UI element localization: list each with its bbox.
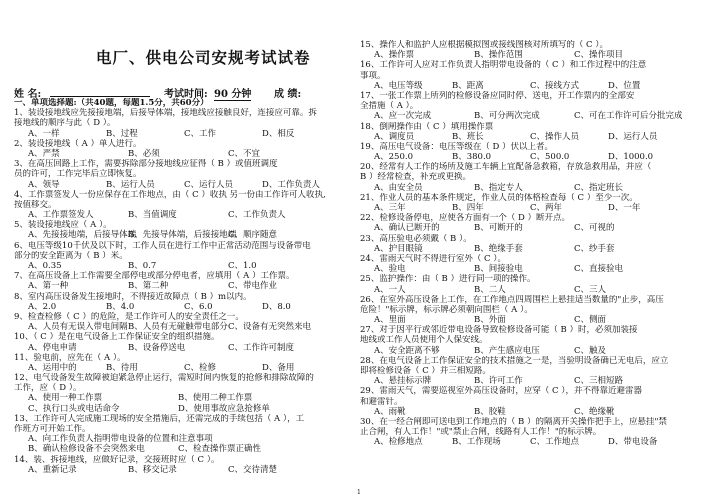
- option: B、设备停送电: [128, 342, 186, 353]
- option: A、2.0: [28, 301, 57, 312]
- option: A、领导: [28, 179, 60, 190]
- option: B、确认检修设备不会突然来电: [28, 444, 145, 455]
- question-text: 19、高压电气设备：电压等级在（ D ）伏以上者。: [360, 141, 554, 152]
- option: C、直接验电: [574, 264, 624, 275]
- option: B、380.0: [452, 152, 492, 163]
- question-text: 5、装设接地线应（ A ）。: [14, 220, 112, 231]
- question-text: 29、雷雨天气，需要巡视室外高压设备时，应穿（ C ），并不得靠近避雷器: [360, 386, 642, 397]
- answer-options: [14, 230, 359, 240]
- answer-options: [14, 322, 359, 332]
- answer-options: [360, 132, 703, 142]
- answer-options: [14, 180, 359, 190]
- option: C、可视的: [574, 223, 615, 234]
- answer-options: [360, 183, 703, 193]
- option: B、必须: [128, 148, 160, 159]
- question-text: 3、在高压回路上工作，需要拆除部分接地线应征得（ B ）或值班调度: [14, 159, 278, 170]
- option: B、操作范围: [474, 50, 523, 61]
- option: C、两年: [530, 203, 563, 213]
- answer-options: [14, 393, 359, 403]
- option: B、产生感应电压: [474, 345, 540, 356]
- option: C、三人: [574, 284, 607, 295]
- option: B、过程: [106, 128, 138, 139]
- option: B、外面: [474, 315, 506, 326]
- option: A、里面: [374, 315, 406, 326]
- option: A、人员有无误入带电间隔: [28, 322, 128, 333]
- question-text: 7、在高压设备上工作需要全部停电或部分停电者，应填用（ A ）工作票。: [14, 271, 295, 282]
- question-text: 地线或工作人员使用个人保安线。: [360, 335, 488, 346]
- option: A、一样: [28, 128, 60, 139]
- question-text: 6、电压等级10千伏及以下时，工作人员在进行工作中正常活动范围与设备带电: [14, 240, 311, 251]
- question-text: 17、一张工作票上所列的检修设备应同时停、送电，开工作票内的全部安: [360, 90, 635, 101]
- page-number: 1: [357, 489, 361, 496]
- question-text: 24、雷雨天气时不得进行室外（ C ）。: [360, 253, 506, 264]
- answer-options: [360, 152, 703, 162]
- answer-options: [360, 264, 703, 274]
- question-text: 员的许可，工作完毕后立即恢复。: [14, 169, 142, 180]
- answer-options: [14, 404, 359, 414]
- option: B、间接验电: [474, 264, 523, 275]
- question-text: 止合闸，有人工作！"或"禁止合闸，线路有人工作！"的标示牌。: [360, 427, 602, 438]
- option: C、工作: [184, 128, 217, 139]
- question-text: 14、装、拆接地线，应做好记录，交接班时应（ C ）。: [14, 454, 220, 465]
- question-text: 8、室内高压设备发生接地时，不得接近故障点（ B ）m以内。: [14, 291, 252, 302]
- option: B、绝缘手套: [474, 243, 523, 254]
- question-text: 2、装设接地线（ A ）单人进行。: [14, 138, 142, 149]
- option: A、验电: [374, 264, 406, 275]
- question-text: 13、工作许可人完成施工现场的安全措施后，还需完成的手续包括（ A ），工: [14, 413, 305, 424]
- option: C、500.0: [530, 152, 570, 163]
- option: A、重新记录: [28, 464, 77, 475]
- option: B、运行人员: [106, 179, 155, 190]
- question-text: B ）经常检查，补充或更换。: [360, 172, 471, 183]
- question-text: 26、在室外高压设备上工作，在工作地点四周围栏上悬挂适当数量的"止步，高压: [360, 294, 664, 305]
- time-label: 考试时间:: [164, 89, 208, 100]
- option: D、位置: [608, 80, 641, 91]
- option: B、许可工作: [474, 376, 523, 387]
- question-text: 22、检修设备停电，应使各方面有一个（ D ）断开点。: [360, 213, 571, 224]
- answer-options: [14, 434, 359, 444]
- option: D、工作负责人: [262, 179, 320, 190]
- option: D、使用事故应急抢修单: [178, 403, 270, 414]
- question-text: 9、检查检修（ C ）的危险，是工作许可人的安全责任之一。: [14, 311, 244, 322]
- answer-options: [14, 281, 359, 291]
- option: A、向工作负责人指明带电设备的位置和注意事项: [28, 434, 213, 445]
- question-text: 事项。: [360, 70, 386, 81]
- option: C、工作负责人: [228, 210, 286, 221]
- question-text: 作班方可开始工作。: [14, 424, 91, 434]
- option: B、4.0: [106, 301, 135, 312]
- option: C、侧面: [574, 315, 607, 326]
- option: A、护目眼镜: [374, 243, 423, 254]
- time-value: 90 分钟: [214, 85, 251, 101]
- answer-options: [360, 437, 703, 447]
- option: D、1000.0: [608, 152, 654, 163]
- option: B、当值调度: [128, 210, 177, 221]
- answer-options: [360, 111, 703, 121]
- answer-options: [14, 363, 359, 373]
- option: D、备用: [262, 362, 295, 373]
- option: C、运行人员: [184, 179, 234, 190]
- option: A、操作票: [374, 50, 415, 61]
- option: C、接线方式: [530, 80, 580, 91]
- option: C、可在工作许可后分批完成: [574, 111, 683, 122]
- answer-options: [360, 223, 703, 233]
- option: C、顺序随意: [228, 230, 278, 241]
- option: A、安全距离不够: [374, 345, 440, 356]
- answer-options: [360, 203, 703, 213]
- option: D、8.0: [262, 301, 291, 312]
- option: A、250.0: [374, 152, 413, 163]
- name-blank[interactable]: [50, 85, 150, 97]
- left-column: [14, 98, 359, 475]
- option: A、三年: [374, 203, 406, 213]
- option: C、绝缘靴: [574, 406, 615, 417]
- page-title: 电厂、供电公司安规考试试卷: [96, 49, 311, 67]
- option: C、不宜: [228, 148, 261, 159]
- option: B、0.7: [128, 261, 157, 271]
- option: D、带电设备: [608, 437, 658, 448]
- option: A、确认已断开的: [374, 223, 440, 234]
- answer-options: [360, 315, 703, 325]
- option: A、运用中的: [28, 362, 77, 373]
- question-text: 11、验电前，应先在（ A ）。: [14, 352, 126, 363]
- answer-options: [14, 129, 359, 139]
- option: B、二人: [474, 284, 506, 295]
- option: A、电压等级: [374, 80, 423, 91]
- option: B、使用二种工作票: [178, 393, 253, 404]
- question-text: 4、工作票签发人一份应保存在工作地点，由（ C ）收执 另一份由工作许可人收执,: [14, 189, 326, 200]
- question-text: 16、工作许可人应对工作负责人指明带电设备的（ C ）和工作过程中的注意: [360, 60, 647, 71]
- answer-options: [14, 444, 359, 454]
- option: A、工作票签发人: [28, 210, 94, 221]
- option: B、可断开的: [474, 223, 523, 234]
- answer-options: [14, 343, 359, 353]
- option: A、使用一种工作票: [28, 393, 103, 404]
- option: B、先接导体端，后接接地端: [128, 230, 237, 241]
- option: A、悬挂标示牌: [374, 376, 432, 387]
- question-text: 20、经常有人工作的场所及施工车辆上宜配备急救箱，存放急救用品，并应（: [360, 162, 652, 173]
- option: B、移交记录: [128, 464, 177, 475]
- option: C、交待清楚: [228, 464, 278, 475]
- option: C、操作项目: [574, 50, 624, 61]
- option: B、距离: [452, 80, 484, 91]
- answer-options: [14, 210, 359, 220]
- answer-options: [14, 465, 359, 475]
- option: C、操作人员: [530, 131, 580, 142]
- option: B、胶鞋: [474, 406, 506, 417]
- answer-options: [360, 346, 703, 356]
- option: B、第二种: [128, 281, 169, 292]
- option: C、检查操作票正确性: [178, 444, 262, 455]
- option: D、运行人员: [608, 131, 658, 142]
- option: B、指定专人: [474, 182, 523, 193]
- option: A、应一次完成: [374, 111, 432, 122]
- answer-options: [360, 285, 703, 295]
- option: B、工作现场: [452, 437, 501, 448]
- option: A、调度员: [374, 131, 415, 142]
- answer-options: [14, 149, 359, 159]
- question-text: 15、操作人和监护人应根据模拟图或接线图核对所填写的（ C ）。: [360, 40, 608, 50]
- answer-options: [360, 81, 703, 91]
- option: C、设备有无突然来电: [228, 322, 312, 333]
- option: A、由安全员: [374, 182, 423, 193]
- option: C、纱手套: [574, 243, 615, 254]
- option: A、检修地点: [374, 437, 423, 448]
- answer-options: [14, 302, 359, 312]
- option: A、一人: [374, 284, 406, 295]
- option: C、工作许可制度: [228, 342, 295, 353]
- question-text: 10、（ C ）是在电气设备上工作保证安全的组织措施。: [14, 332, 220, 343]
- exam-info-line: [14, 85, 354, 99]
- option: B、待用: [106, 362, 138, 373]
- option: C、执行口头或电话命令: [28, 403, 120, 414]
- answer-options: [14, 261, 359, 271]
- question-text: 危险！"标示牌，标示牌必须朝向围栏（ A ）。: [360, 304, 533, 315]
- option: C、带电作业: [228, 281, 278, 292]
- right-column: [360, 40, 703, 448]
- question-text: 接地线的顺序与此（ D ）。: [14, 118, 116, 129]
- option: A、0.35: [28, 261, 62, 271]
- question-text: 28、在电气设备上工作保证安全的技术措施之一是，当验明设备确已无电后，应立: [360, 355, 669, 366]
- question-text: 25、监护操作：由（ B ）进行同一项的操作。: [360, 274, 536, 285]
- answer-options: [360, 376, 703, 386]
- option: B、人员有无碰触带电部分: [128, 322, 228, 333]
- section-heading: 一、单项选择题:（共40题，每题1.5分，共60分）: [14, 98, 209, 108]
- option: C、触及: [574, 345, 607, 356]
- question-text: 按值移交。: [14, 199, 57, 210]
- option: A、严禁: [28, 148, 60, 159]
- name-label: 姓 名:: [14, 89, 42, 100]
- question-text: 即将检修设备（ C ）并三相短路。: [360, 366, 491, 376]
- option: A、雨靴: [374, 406, 406, 417]
- question-text: 30、在一经合闸即可送电到工作地点的（ B ）的隔离开关操作把手上，应悬挂"禁: [360, 416, 667, 427]
- option: C、检修: [184, 362, 217, 373]
- option: C、三相短路: [574, 376, 624, 387]
- question-text: 27、对于因平行或邻近带电设备导致检修设备可能（ B ）时，必须加装接: [360, 325, 638, 336]
- question-text: 1、装设接地线应先接接地端，后接导体端，接地线应接触良好，连接应可靠。拆: [14, 108, 317, 119]
- option: A、第一种: [28, 281, 69, 292]
- question-text: 21、作业人员的基本条件规定，作业人员的体格检查每（ C ）至少一次。: [360, 192, 638, 203]
- option: A、停电申请: [28, 342, 77, 353]
- question-text: 部分的安全距离为（ B ）米。: [14, 250, 128, 261]
- option: D、一年: [608, 203, 641, 213]
- answer-options: [360, 244, 703, 254]
- option: A、先接接地端，后接导体端: [28, 230, 137, 241]
- option: D、相反: [262, 128, 295, 139]
- option: B、四年: [452, 203, 484, 213]
- answer-options: [360, 407, 703, 417]
- question-text: 全措施（ A ）。: [360, 101, 419, 112]
- question-text: 和避雷针。: [360, 396, 403, 407]
- option: C、指定班长: [574, 182, 624, 193]
- option: C、1.0: [228, 261, 257, 271]
- question-text: 23、高压验电必须戴（ B ）。: [360, 233, 472, 244]
- option: C、工作地点: [530, 437, 580, 448]
- option: C、6.0: [184, 301, 213, 312]
- question-text: 工作，应（ D ）。: [14, 383, 82, 394]
- question-text: 12、电气设备发生故障被迫紧急停止运行，需短时间内恢复的抢修和排除故障的: [14, 373, 314, 384]
- answer-options: [360, 50, 703, 60]
- option: B、班长: [452, 131, 484, 142]
- score-label: 成 绩:: [274, 89, 302, 100]
- option: B、可分两次完成: [474, 111, 540, 122]
- question-text: 18、倒闸操作由（ C ）填用操作票: [360, 121, 494, 132]
